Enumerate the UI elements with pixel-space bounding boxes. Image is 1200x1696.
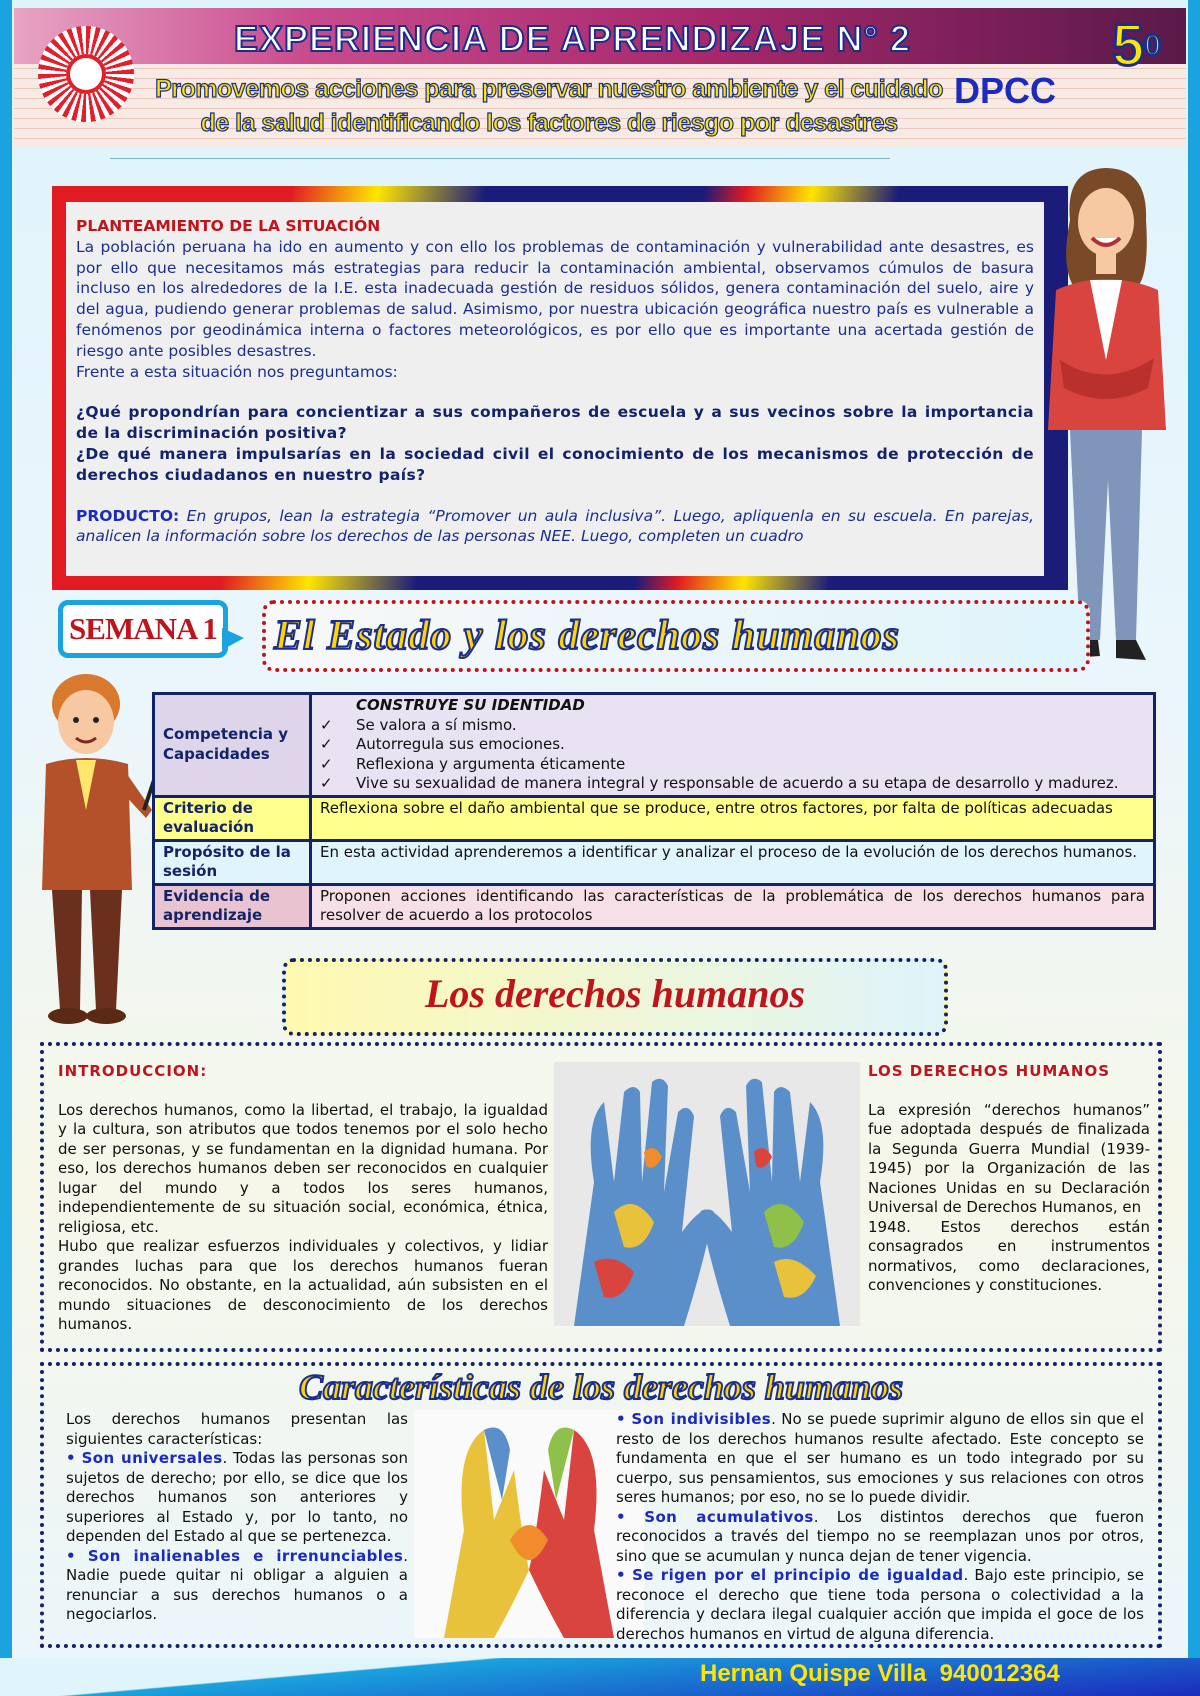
divider: [110, 158, 890, 159]
characteristics-right: [616, 1410, 1144, 1644]
product-label: PRODUCTO:: [76, 506, 180, 525]
list-item: ✓ Autorregula sus emociones.: [320, 735, 565, 753]
product: [76, 506, 1034, 548]
footer-credit: [700, 1660, 1060, 1688]
question-1: ¿Qué propondrían para concientizar a sus compañeros de escuela y a sus vecinos sobre la importancia de la discriminación positiva?: [76, 403, 1034, 443]
right-paragraph-2: 1948. Estos derechos están consagrados en instrumentos normativos, como declaraciones, convenciones y constituciones.: [868, 1217, 1150, 1294]
situation-frame: [52, 186, 1068, 590]
product-text: En grupos, lean la estrategia “Promover un aula inclusiva”. Luego, apliquenla en su escuela. En parejas, analicen la información sobre los derechos de las personas NEE. Luego, completen un cuadro: [76, 506, 1034, 546]
list-item: ✓ Vive su sexualidad de manera integral y responsable de acuerdo a su etapa de desarrollo y madurez.: [320, 774, 1119, 792]
list-item: ✓ Se valora a sí mismo.: [320, 715, 517, 734]
section-title: Los derechos humanos: [424, 971, 806, 1016]
table-row: [154, 840, 1155, 884]
week-label-pointer: [222, 628, 244, 650]
list-item: • Se rigen por el principio de igualdad. Bajo este principio, se reconoce el derecho que tiene toda persona o colectividad a la diferencia y declara ilegal cualquier acción que impida el goce de los derechos humanos en virtud de alguna diferencia.: [616, 1566, 1144, 1643]
intro-column: [58, 1062, 548, 1335]
proposito-label: Propósito de la sesión: [154, 840, 311, 884]
author-phone: 940012364: [939, 1660, 1060, 1687]
list-item: • Son acumulativos. Los distintos derechos que fueron reconocidos a través del tiempo no se reemplazan unos por otros, sino que se acumulan y nunca dejan de tener vigencia.: [616, 1507, 1144, 1565]
page-subtitle: [134, 72, 964, 140]
intro-section: [40, 1042, 1162, 1352]
world-map-hands-image: [554, 1062, 860, 1326]
intro-paragraph-1: Los derechos humanos, como la libertad, el trabajo, la igualdad y la cultura, son atributos que todos tenemos por el solo hecho de ser personas, y se fundamentan en la dignidad humana. Por eso, los derechos humanos deben ser reconocidos en cualquier lugar del mundo y a todos los seres humanos, independientemente de su situación social, económica, étnica, religiosa, etc.: [58, 1100, 548, 1236]
characteristics-section: [40, 1362, 1162, 1648]
situation-title: PLANTEAMIENTO DE LA SITUACIÓN: [76, 217, 381, 235]
intro-title: INTRODUCCION:: [58, 1062, 208, 1080]
right-title: LOS DERECHOS HUMANOS: [868, 1062, 1111, 1080]
author-name: Hernan Quispe Villa: [700, 1660, 927, 1687]
week-label: SEMANA 1: [58, 600, 228, 658]
characteristics-intro: Los derechos humanos presentan las siguientes características:: [66, 1410, 408, 1448]
subtitle-line-1: Promovemos acciones para preservar nuestro ambiente y el cuidado: [155, 75, 943, 103]
page-title: EXPERIENCIA DE APRENDIZAJE N° 2: [234, 18, 911, 59]
table-row: [154, 884, 1155, 928]
competencia-cell: [311, 694, 1155, 797]
section-title-box: [282, 958, 948, 1036]
competency-table: [152, 692, 1156, 930]
header-banner: [14, 8, 1186, 148]
week-title-box: [262, 600, 1090, 672]
intro-paragraph-2: Hubo que realizar esfuerzos individuales y colectivos, y lidiar grandes luchas para que los derechos humanos fueran reconocidos. No obstante, en la actualidad, aún subsisten en el mundo situaciones de desconocimiento de los derechos humanos.: [58, 1237, 548, 1333]
evidencia-label: Evidencia de aprendizaje: [154, 884, 311, 928]
area-label: DPCC: [954, 70, 1057, 111]
situation-box: [66, 202, 1044, 576]
situation-lead: Frente a esta situación nos preguntamos:: [76, 362, 398, 381]
check-icon: ✓: [320, 774, 333, 792]
subtitle-line-2: de la salud identificando los factores de riesgo por desastres: [200, 109, 898, 137]
characteristics-left: [66, 1410, 408, 1625]
painted-hands-heart-image: [414, 1410, 644, 1638]
right-paragraph-1: La expresión “derechos humanos” fue adoptada después de finalizada la Segunda Guerra Mundial (1939-1945) por la Organización de las Naciones Unidas en su Declaración Universal de Derechos Humanos, en: [868, 1100, 1150, 1216]
table-row: [154, 694, 1155, 797]
table-row: [154, 796, 1155, 840]
school-logo: [38, 26, 134, 122]
check-icon: ✓: [320, 715, 333, 734]
grade-label: $5^0$: [1112, 13, 1161, 78]
proposito-text: En esta actividad aprenderemos a identificar y analizar el proceso de la evolución de los derechos humanos.: [311, 840, 1155, 884]
right-column: [868, 1062, 1150, 1296]
list-item: • Son inalienables e irrenunciables. Nadie puede quitar ni obligar a alguien a renunciar a sus derechos humanos o a negociarlos.: [66, 1546, 408, 1623]
check-icon: ✓: [320, 735, 333, 753]
characteristics-title: Características de los derechos humanos: [298, 1367, 904, 1407]
check-icon: ✓: [320, 754, 333, 773]
list-item: • Son universales. Todas las personas son sujetos de derecho; por ello, se dice que los derechos humanos son anteriores y superiores al Estado y, por lo tanto, no dependen del Estado al que se pertenezca.: [66, 1449, 408, 1545]
evidencia-text: Proponen acciones identificando las características de la problemática de los derechos humanos para resolver de acuerdo a los protocolos: [311, 884, 1155, 928]
week-title: El Estado y los derechos humanos: [274, 613, 900, 659]
competencia-title: CONSTRUYE SU IDENTIDAD: [356, 696, 585, 714]
list-item: • Son indivisibles. No se puede suprimir alguno de ellos sin que el resto de los derechos humanos resulte afectado. Este concepto se fundamenta en que el ser humano es un todo integrado por su cuerpo, sus pensamientos, sus emociones y sus relaciones con otros seres humanos; por eso, no se lo puede dividir.: [616, 1410, 1144, 1506]
list-item: ✓ Reflexiona y argumenta éticamente: [320, 754, 626, 773]
question-2: ¿De qué manera impulsarías en la sociedad civil el conocimiento de los mecanismos de protección de derechos ciudadanos en nuestro país?: [76, 444, 1034, 484]
criterio-text: Reflexiona sobre el daño ambiental que se produce, entre otros factores, por falta de políticas adecuadas: [311, 796, 1155, 840]
competencia-label: Competencia y Capacidades: [154, 694, 311, 797]
criterio-label: Criterio de evaluación: [154, 796, 311, 840]
situation-body: La población peruana ha ido en aumento y con ello los problemas de contaminación y vulnerabilidad ante desastres, es por ello que necesitamos más estrategias para reducir la contaminación ambiental, observamos cúmulos de basura incluso en los alrededores de la I.E. esta inadecuada gestión de residuos sólidos, genera contaminación del suelo, aire y del agua, pudiendo generar problemas de salud. Asimismo, por nuestra ubicación geográfica nuestro país es vulnerable a fenómenos por geodinámica interna o factores meteorológicos, es por ello que es importante una acertada gestión de riesgo ante posibles desastres.: [76, 237, 1034, 360]
